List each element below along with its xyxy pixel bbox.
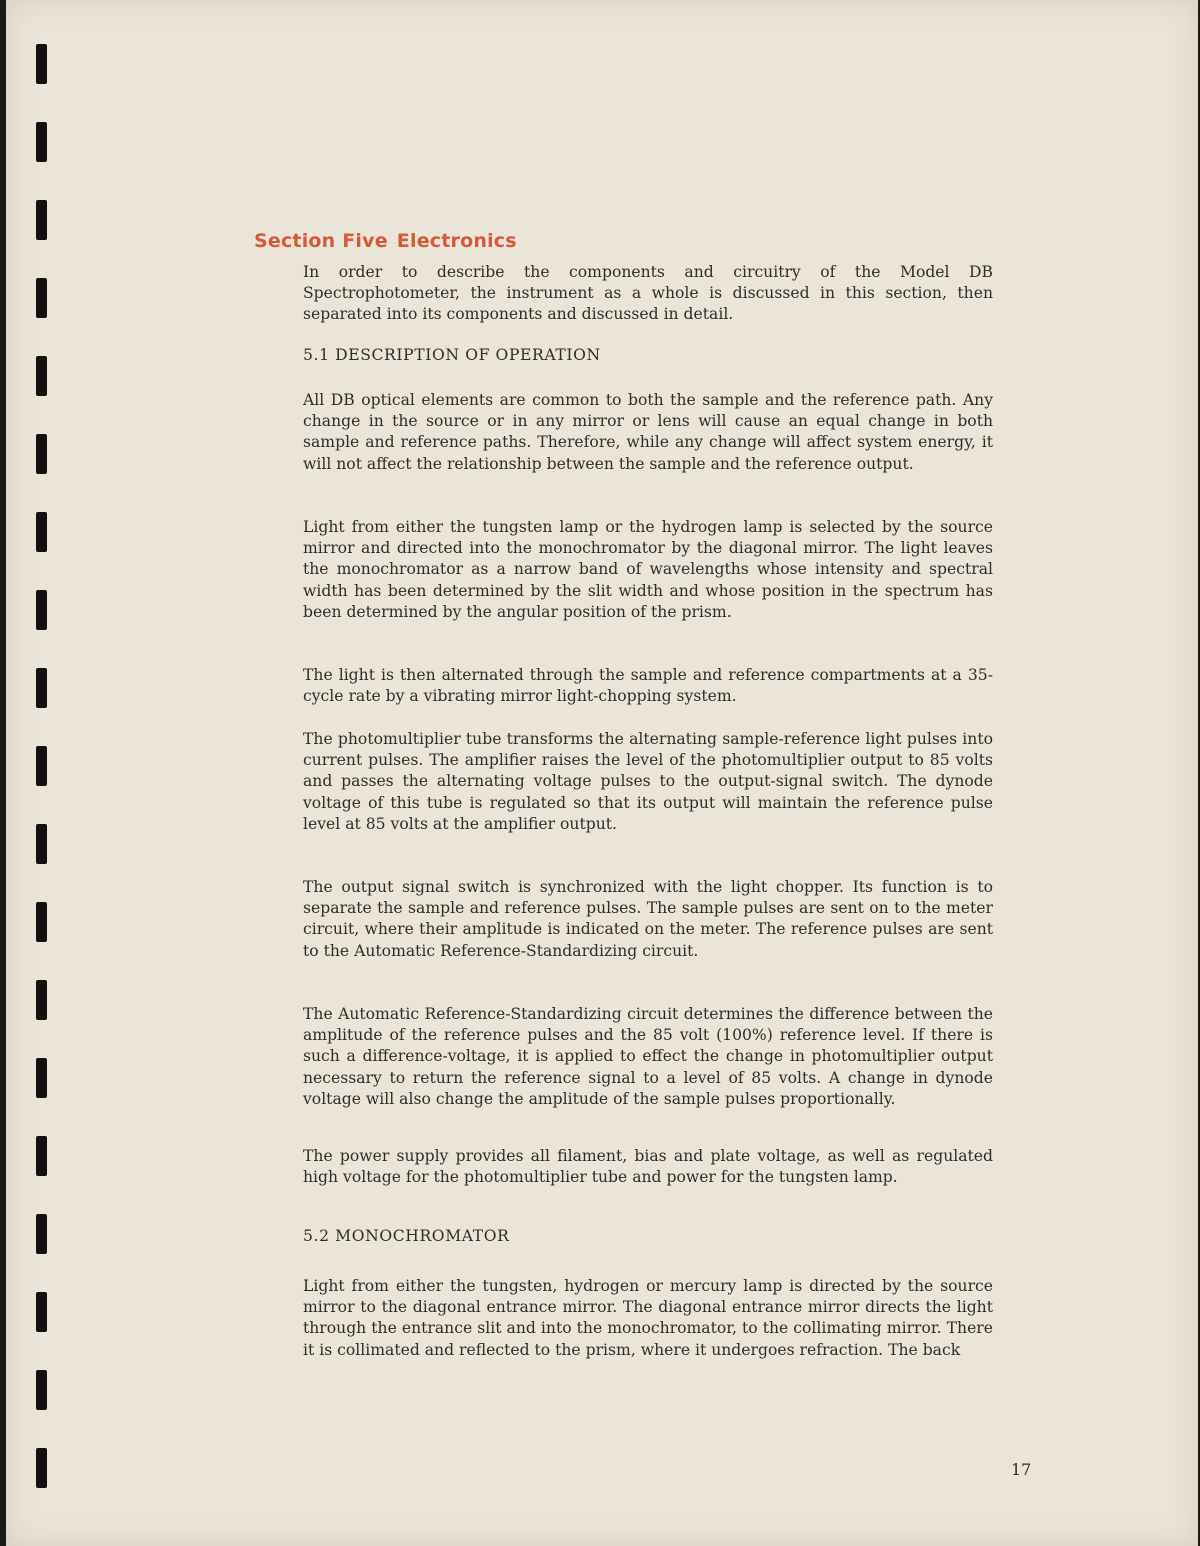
binding-hole bbox=[36, 512, 47, 552]
binding-hole bbox=[36, 434, 47, 474]
binding-hole bbox=[36, 44, 47, 84]
section-number-label: Section Five bbox=[254, 230, 388, 252]
binding-hole bbox=[36, 824, 47, 864]
paragraph-photomultiplier: The photomultiplier tube transforms the alternating sample-reference light pulses into current pulses. The amplifier raises the level of the photomultiplier output to 85 volts and passes the alternating voltage pulses to the output-signal switch. The dynode voltage of this tube is regulated so that its output will maintain the reference pulse level at 85 volts at the amplifier output. bbox=[303, 730, 993, 833]
binding-hole bbox=[36, 1292, 47, 1332]
binding-hole bbox=[36, 356, 47, 396]
paragraph-power-supply: The power supply provides all filament, bias and plate voltage, as well as regulated high voltage for the photomultiplier tube and power for the tungsten lamp. bbox=[303, 1147, 993, 1187]
intro-paragraph: In order to describe the components and circuitry of the Model DB Spectrophotometer, the instrument as a whole is discussed in this section, then separated into its components and discussed in detail. bbox=[303, 263, 993, 324]
paragraph-alternation: The light is then alternated through the sample and reference compartments at a 35-cycle rate by a vibrating mirror light-chopping system. bbox=[303, 666, 993, 706]
binding-hole bbox=[36, 1448, 47, 1488]
binding-hole bbox=[36, 1214, 47, 1254]
paragraph-optical-elements: All DB optical elements are common to both the sample and the reference path. Any change in the source or in any mirror or lens will cause an equal change in both sample and reference paths. Therefore, while any change will affect system energy, it will not affect the relationship between the sample and the reference output. bbox=[303, 391, 993, 473]
paragraph-monochromator: Light from either the tungsten, hydrogen or mercury lamp is directed by the source mirror to the diagonal entrance mirror. The diagonal entrance mirror directs the light through the entrance slit and into the monochromator, to the collimating mirror. There it is collimated and reflected to the prism, where it undergoes refraction. The back bbox=[303, 1277, 993, 1359]
heading-monochromator: 5.2 MONOCHROMATOR bbox=[303, 1227, 510, 1245]
binding-hole bbox=[36, 1136, 47, 1176]
document-page bbox=[6, 0, 1198, 1546]
binding-hole bbox=[36, 278, 47, 318]
page-number: 17 bbox=[1011, 1460, 1032, 1479]
binding-hole bbox=[36, 590, 47, 630]
binding-hole bbox=[36, 1370, 47, 1410]
heading-description-of-operation: 5.1 DESCRIPTION OF OPERATION bbox=[303, 346, 601, 364]
paragraph-reference-standardizing: The Automatic Reference-Standardizing circuit determines the difference between the amplitude of the reference pulses and the 85 volt (100%) reference level. If there is such a difference-voltage, it is applied to effect the change in photomultiplier output necessary to return the reference signal to a level of 85 volts. A change in dynode voltage will also change the amplitude of the sample pulses proportionally. bbox=[303, 1005, 993, 1108]
binding-hole bbox=[36, 200, 47, 240]
section-title bbox=[254, 230, 517, 252]
paragraph-output-switch: The output signal switch is synchronized with the light chopper. Its function is to separate the sample and reference pulses. The sample pulses are sent on to the meter circuit, where their amplitude is indicated on the meter. The reference pulses are sent to the Automatic Reference-Standardizing circuit. bbox=[303, 878, 993, 960]
binding-holes bbox=[36, 0, 56, 1546]
section-title-text: Electronics bbox=[396, 230, 517, 252]
paragraph-light-source: Light from either the tungsten lamp or the hydrogen lamp is selected by the source mirror and directed into the monochromator by the diagonal mirror. The light leaves the monochromator as a narrow band of wavelengths whose intensity and spectral width has been determined by the slit width and whose position in the spectrum has been determined by the angular position of the prism. bbox=[303, 518, 993, 621]
binding-hole bbox=[36, 1058, 47, 1098]
binding-hole bbox=[36, 902, 47, 942]
binding-hole bbox=[36, 746, 47, 786]
binding-hole bbox=[36, 980, 47, 1020]
binding-hole bbox=[36, 122, 47, 162]
binding-hole bbox=[36, 668, 47, 708]
